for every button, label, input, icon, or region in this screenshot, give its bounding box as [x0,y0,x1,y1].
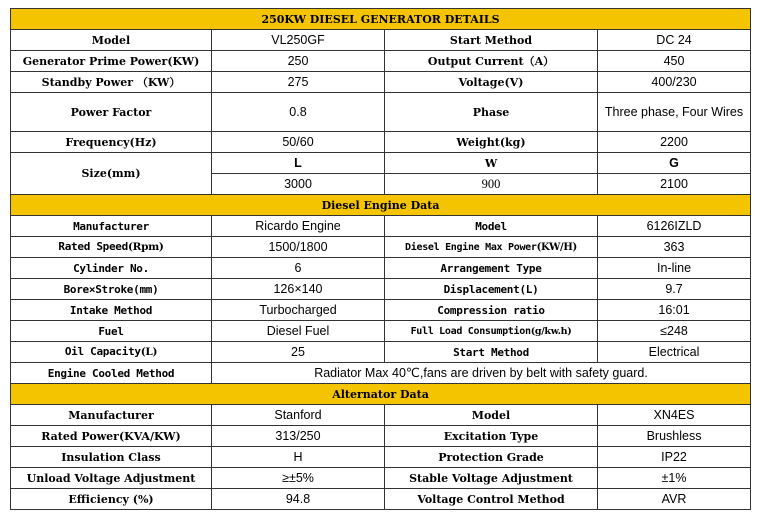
insulation-value: H [212,447,385,468]
rated-speed-label-unit: (Rpm) [127,241,164,253]
size-w-label: W [385,153,598,174]
cooled-method-label: Engine Cooled Method [11,363,212,384]
voltage-control-label: Voltage Control Method [385,489,598,510]
table-title: 250KW DIESEL GENERATOR DETAILS [11,9,751,30]
max-power-label-unit: (KW/H) [536,241,577,253]
intake-label: Intake Method [11,300,212,321]
alt-manufacturer-label: Manufacturer [11,405,212,426]
output-current-value: 450 [598,51,751,72]
insulation-label: Insulation Class [11,447,212,468]
oil-capacity-label-main: Oil Capacity [64,345,141,358]
alt-manufacturer-value: Stanford [212,405,385,426]
consumption-label [385,321,598,342]
title-row [11,9,751,30]
table-row [11,447,751,468]
voltage-value: 400/230 [598,72,751,93]
model-value: VL250GF [212,30,385,51]
table-row [11,258,751,279]
oil-capacity-label [11,342,212,363]
bore-stroke-label: Bore×Stroke(mm) [11,279,212,300]
protection-label: Protection Grade [385,447,598,468]
size-w-value: 900 [385,174,598,195]
bore-stroke-value: 126×140 [212,279,385,300]
intake-value: Turbocharged [212,300,385,321]
start-method-label: Start Method [385,30,598,51]
cooled-method-value: Radiator Max 40℃,fans are driven by belt with safety guard. [212,363,751,384]
cylinder-label: Cylinder No. [11,258,212,279]
unload-voltage-label: Unload Voltage Adjustment [11,468,212,489]
frequency-value: 50/60 [212,132,385,153]
table-row [11,72,751,93]
excitation-label: Excitation Type [385,426,598,447]
size-l-label: L [212,153,385,174]
stable-voltage-label: Stable Voltage Adjustment [385,468,598,489]
table-row [11,132,751,153]
alt-model-label: Model [385,405,598,426]
alternator-section-title: Alternator Data [11,384,751,405]
section-row [11,195,751,216]
rated-power-label: Rated Power(KVA/KW) [11,426,212,447]
displacement-value: 9.7 [598,279,751,300]
phase-label: Phase [385,93,598,132]
voltage-control-value: AVR [598,489,751,510]
phase-value: Three phase, Four Wires [598,93,751,132]
efficiency-label: Efficiency (%) [11,489,212,510]
table-row [11,30,751,51]
stable-voltage-value: ±1% [598,468,751,489]
arrangement-value: In-line [598,258,751,279]
size-l-value: 3000 [212,174,385,195]
table-row [11,279,751,300]
power-factor-value: 0.8 [212,93,385,132]
section-row [11,384,751,405]
unload-voltage-value: ≥±5% [212,468,385,489]
table-row [11,300,751,321]
consumption-label-unit: (g/kw.h) [530,325,572,337]
engine-manufacturer-label: Manufacturer [11,216,212,237]
oil-capacity-value: 25 [212,342,385,363]
fuel-value: Diesel Fuel [212,321,385,342]
max-power-label [385,237,598,258]
engine-model-value: 6126IZLD [598,216,751,237]
power-factor-label: Power Factor [11,93,212,132]
consumption-value: ≤248 [598,321,751,342]
fuel-label: Fuel [11,321,212,342]
weight-value: 2200 [598,132,751,153]
frequency-label: Frequency(Hz) [11,132,212,153]
engine-section-title: Diesel Engine Data [11,195,751,216]
compression-value: 16:01 [598,300,751,321]
efficiency-value: 94.8 [212,489,385,510]
max-power-value: 363 [598,237,751,258]
start-method-value: DC 24 [598,30,751,51]
standby-power-label: Standby Power （KW） [11,72,212,93]
table-row [11,216,751,237]
table-row [11,426,751,447]
table-row [11,153,751,174]
rated-power-value: 313/250 [212,426,385,447]
size-g-value: 2100 [598,174,751,195]
rated-speed-label-main: Rated Speed [58,240,128,253]
table-row [11,93,751,132]
engine-start-label: Start Method [385,342,598,363]
prime-power-label: Generator Prime Power(KW) [11,51,212,72]
table-row [11,468,751,489]
rated-speed-label [11,237,212,258]
table-row [11,405,751,426]
generator-spec-table [10,8,751,510]
protection-value: IP22 [598,447,751,468]
table-row [11,363,751,384]
output-current-label: Output Current（A） [385,51,598,72]
consumption-label-main: Full Load Consumption [410,325,531,337]
engine-manufacturer-value: Ricardo Engine [212,216,385,237]
table-row [11,489,751,510]
voltage-label: Voltage(V) [385,72,598,93]
standby-power-value: 275 [212,72,385,93]
engine-start-value: Electrical [598,342,751,363]
table-row [11,342,751,363]
displacement-label: Displacement(L) [385,279,598,300]
excitation-value: Brushless [598,426,751,447]
rated-speed-value: 1500/1800 [212,237,385,258]
size-label: Size(mm) [11,153,212,195]
model-label: Model [11,30,212,51]
size-g-label: G [598,153,751,174]
table-row [11,237,751,258]
max-power-label-main: Diesel Engine Max Power [405,241,537,253]
cylinder-value: 6 [212,258,385,279]
compression-label: Compression ratio [385,300,598,321]
table-row [11,51,751,72]
oil-capacity-label-unit: (L) [140,346,158,358]
table-row [11,321,751,342]
engine-model-label: Model [385,216,598,237]
alt-model-value: XN4ES [598,405,751,426]
weight-label: Weight(kg) [385,132,598,153]
arrangement-label: Arrangement Type [385,258,598,279]
prime-power-value: 250 [212,51,385,72]
